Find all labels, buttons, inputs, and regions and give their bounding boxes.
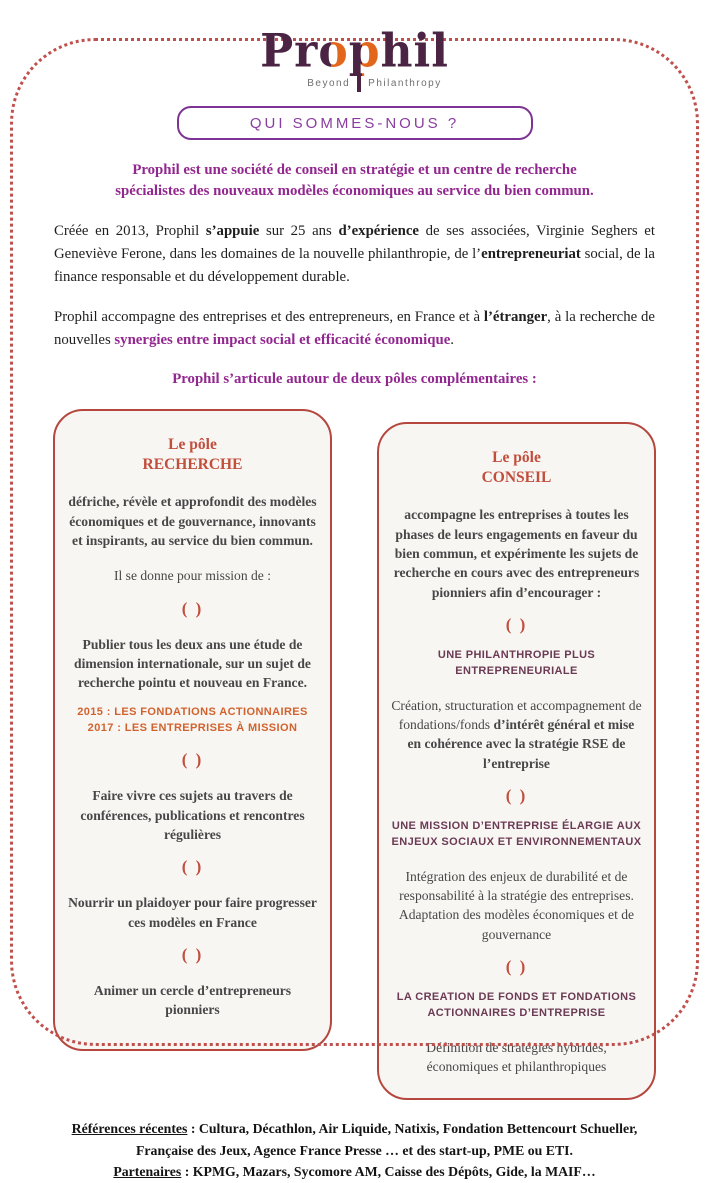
logo-tagline <box>0 76 709 92</box>
recherche-studies-heading <box>67 705 318 737</box>
separator-icon: ( ) <box>505 956 528 976</box>
recherche-item-publish: Publier tous les deux ans une étude de dimension internationale, sur un sujet de recherche pointu et nouveau en France. <box>74 636 311 691</box>
document-page <box>0 24 709 1180</box>
intro-paragraph-2 <box>54 306 655 352</box>
separator-icon: ( ) <box>181 598 204 618</box>
conseil-body-mission: Intégration des enjeux de durabilité et de responsabilité à la stratégie des entreprises. Adaptation des modèles économiques et de gouvernance <box>398 868 635 942</box>
lead-statement <box>0 160 709 203</box>
recherche-item-cercle: Animer un cercle d’entrepreneurs pionniers <box>93 982 292 1018</box>
pole-recherche-title-line2: RECHERCHE <box>142 456 243 474</box>
pole-recherche-title-line1: Le pôle <box>168 435 217 453</box>
tagline-philanthropy: Philanthropy <box>368 78 442 89</box>
intro-paragraph-2-suffix: . <box>450 331 454 348</box>
conseil-intro: accompagne les entreprises à toutes les phases de leurs engagements en faveur du bien commun, et expérimente les sujets de recherche en cours avec des entrepreneurs pionniers afin d’encourager : <box>393 507 640 600</box>
references-footer <box>49 1118 661 1182</box>
conseil-body-philanthropie: Création, structuration et accompagnement de fondations/fonds d’intérêt général et mise en cohérence avec la stratégie RSE de l’entreprise <box>391 697 642 771</box>
section-title-box <box>177 106 533 140</box>
poles-subtitle: Prophil s’articule autour de deux pôles complémentaires : <box>172 370 537 387</box>
lead-line-1: Prophil est une société de conseil en stratégie et un centre de recherche <box>132 162 577 178</box>
references-text: : Cultura, Décathlon, Air Liquide, Natixis, Fondation Bettencourt Schueller, Française des Jeux, Agence France Presse … et des start-up, PME ou ETI. <box>136 1121 638 1158</box>
recherche-intro: défriche, révèle et approfondit des modèles économiques et de gouvernance, innovants et inspirants, au service du bien commun. <box>68 494 317 548</box>
tagline-beyond: Beyond <box>307 78 351 89</box>
page-title: QUI SOMMES-NOUS ? <box>249 114 460 132</box>
intro-paragraph-2-text: Prophil accompagne des entreprises et des entrepreneurs, en France et à l’étranger, à la recherche de nouvelles <box>54 308 655 348</box>
poles-row <box>53 409 656 1101</box>
separator-icon: ( ) <box>181 857 204 877</box>
tagline-divider-bar <box>357 76 361 92</box>
recherche-item-plaidoyer: Nourrir un plaidoyer pour faire progresser ces modèles en France <box>68 895 317 930</box>
separator-icon: ( ) <box>181 944 204 964</box>
partners-text: : KPMG, Mazars, Sycomore AM, Caisse des Dépôts, Gide, la MAIF… <box>181 1164 596 1180</box>
separator-icon: ( ) <box>505 785 528 805</box>
recherche-study-2015: 2015 : LES FONDATIONS ACTIONNAIRES <box>77 706 308 719</box>
references-label: Références récentes <box>71 1121 188 1137</box>
separator-icon: ( ) <box>181 750 204 770</box>
pole-recherche-title <box>67 435 318 477</box>
conseil-heading-mission: UNE MISSION D’ENTREPRISE ÉLARGIE AUX ENJEUX SOCIAUX ET ENVIRONNEMENTAUX <box>391 819 642 848</box>
recherche-mission-label: Il se donne pour mission de : <box>113 568 272 584</box>
pole-conseil-title-line2: CONSEIL <box>481 469 552 487</box>
partners-label: Partenaires <box>113 1164 182 1180</box>
logo-letter-o: o <box>318 24 349 79</box>
intro-paragraph-1: Créée en 2013, Prophil s’appuie sur 25 ans d’expérience de ses associées, Virginie Seghers et Geneviève Ferone, dans les domaines de la nouvelle philanthropie, de l’entrepreneuriat social, de la finance responsable et du développement durable. <box>54 222 655 285</box>
recherche-study-2017: 2017 : LES ENTREPRISES À MISSION <box>87 722 298 735</box>
logo-letters-pre: Pr <box>260 24 319 79</box>
conseil-heading-fonds: LA CREATION DE FONDS ET FONDATIONS ACTIONNAIRES D’ENTREPRISE <box>396 990 637 1019</box>
pole-recherche-card <box>53 409 332 1052</box>
lead-line-2: spécialistes des nouveaux modèles économiques au service du bien commun. <box>115 183 594 200</box>
prophil-logo <box>0 24 709 92</box>
conseil-body-fonds: Définition de stratégies hybrides, économiques et philanthropiques <box>426 1039 607 1075</box>
logo-letter-p: p <box>348 24 381 79</box>
pole-conseil-card <box>377 422 656 1101</box>
pole-conseil-title <box>391 448 642 490</box>
separator-icon: ( ) <box>505 614 528 634</box>
recherche-item-conferences: Faire vivre ces sujets au travers de conférences, publications et rencontres régulières <box>80 788 305 842</box>
conseil-heading-philanthropie: UNE PHILANTHROPIE PLUS ENTREPRENEURIALE <box>437 648 596 677</box>
logo-letters-post: hil <box>380 24 449 79</box>
logo-wordmark <box>260 24 449 79</box>
intro-highlight: synergies entre impact social et efficacité économique <box>114 331 451 348</box>
pole-conseil-title-line1: Le pôle <box>492 448 541 466</box>
